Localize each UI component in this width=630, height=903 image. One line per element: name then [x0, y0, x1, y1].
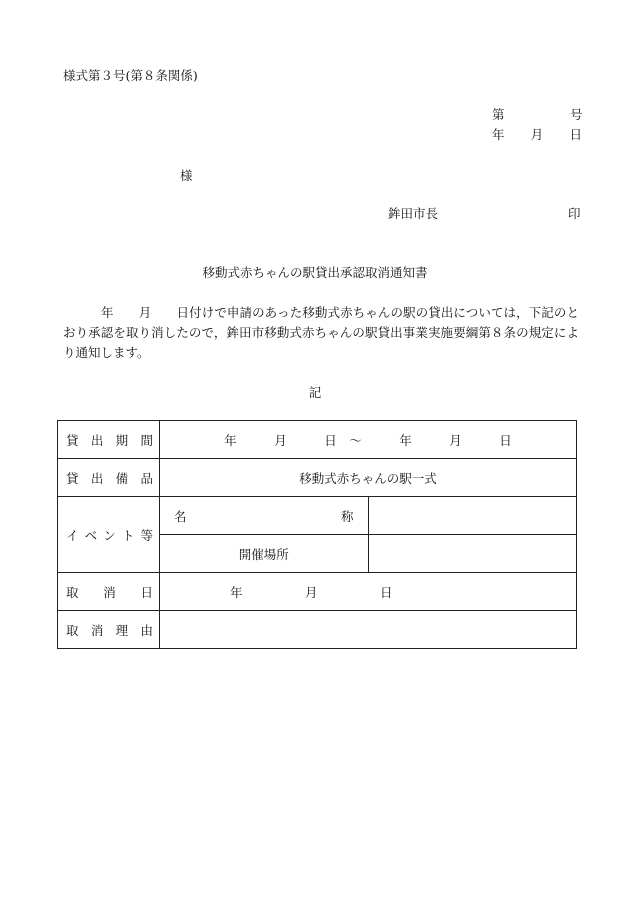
issue-date-month: 月 [530, 127, 544, 142]
table-row-cancel-reason [58, 611, 577, 649]
period-value: 年 月 日 ～ 年 月 日 [160, 421, 577, 459]
label-char: ベ [84, 527, 98, 543]
table-row-equipment [58, 459, 577, 497]
label-char: 貸 [66, 470, 79, 486]
event-name-value[interactable] [368, 497, 577, 535]
issue-date-year: 年 [492, 127, 505, 142]
label-char: イ [66, 527, 79, 543]
label-char: 備 [115, 470, 129, 486]
equipment-label [58, 459, 160, 497]
details-table [57, 420, 577, 649]
label-char: 消 [90, 622, 104, 638]
cancel-reason-value[interactable] [160, 611, 577, 649]
label-char: 由 [140, 622, 153, 638]
ki-heading: 記 [308, 385, 322, 400]
event-place-value[interactable] [368, 535, 577, 573]
label-char: 貸 [66, 432, 79, 448]
label-char: 取 [66, 584, 79, 600]
table-row-event-name [58, 497, 577, 535]
cancel-reason-label [58, 611, 160, 649]
period-label [58, 421, 160, 459]
label-char: 等 [140, 527, 153, 543]
label-char: 消 [103, 584, 116, 600]
addressee-honorific: 様 [180, 168, 193, 183]
document-number-label: 第 [492, 107, 505, 122]
label-char: 出 [90, 432, 104, 448]
issue-date [492, 125, 582, 143]
form-number: 様式第３号(第８条関係) [63, 68, 198, 83]
table-row-period [58, 421, 577, 459]
issuer-name: 鉾田市長 [388, 206, 439, 221]
label-char: ン [103, 527, 116, 543]
label-char: 品 [140, 470, 153, 486]
cancel-date-value [160, 573, 577, 611]
document-number-suffix: 号 [570, 107, 583, 122]
label-char: 間 [140, 432, 153, 448]
cancel-date-label [58, 573, 160, 611]
label-char: 取 [66, 622, 79, 638]
document-title: 移動式赤ちゃんの駅貸出承認取消通知書 [202, 265, 428, 280]
label-char: 理 [115, 622, 129, 638]
seal-mark: 印 [568, 206, 581, 221]
label-char: ト [121, 527, 135, 543]
event-place-label: 開催場所 [160, 535, 369, 573]
table-row-cancel-date [58, 573, 577, 611]
body-text: 年 月 日付けで申請のあった移動式赤ちゃんの駅の貸出については，下記のとおり承認を取り消したので，鉾田市移動式赤ちゃんの駅貸出事業実施要綱第８条の規定により通知します。 [63, 305, 579, 360]
label-char: 出 [90, 470, 104, 486]
event-name-label [160, 497, 369, 535]
event-label [58, 497, 160, 573]
equipment-value: 移動式赤ちゃんの駅一式 [160, 459, 577, 497]
cancel-date-text: 年 月 日 [230, 584, 393, 600]
label-char: 期 [115, 432, 129, 448]
label-char: 名 [174, 508, 187, 524]
issue-date-day: 日 [569, 127, 582, 142]
label-char: 称 [340, 508, 354, 524]
label-char: 日 [140, 584, 153, 600]
